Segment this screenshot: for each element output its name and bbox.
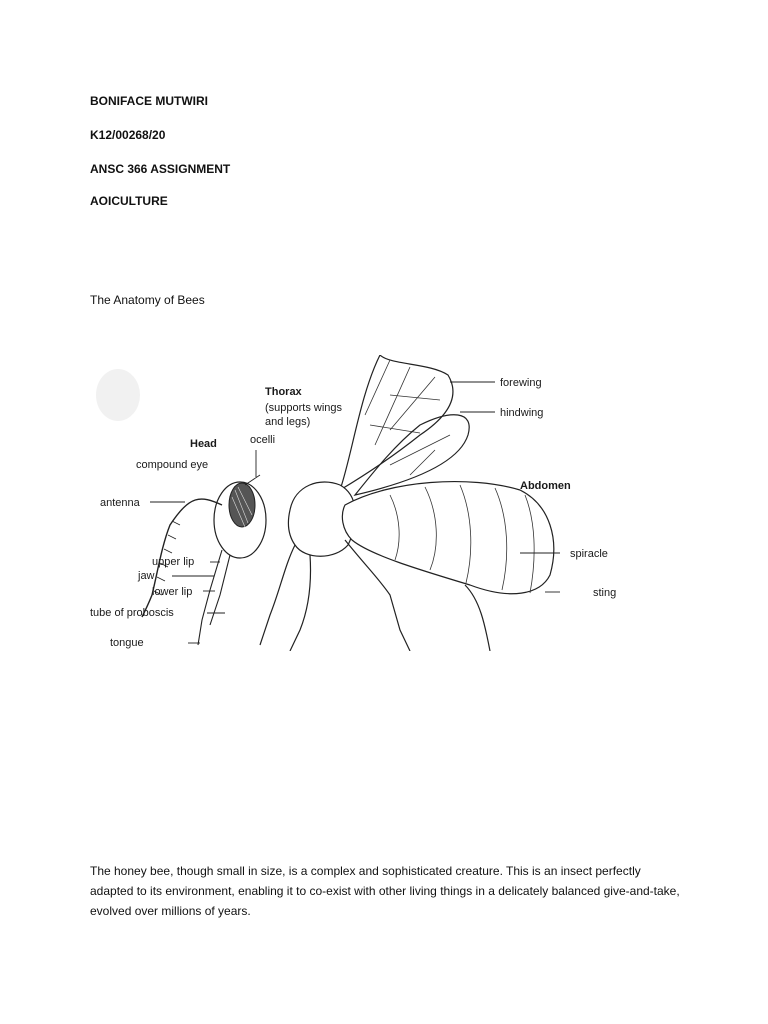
bee-anatomy-diagram [90,355,650,651]
label-antenna: antenna [100,497,140,509]
body-paragraph: The honey bee, though small in size, is a complex and sophisticated creature. This is an insect perfectly adapted to its environment, enabling it to co-exist with other living things in a delicately balanced give-and-take, evolved over millions of years. [90,864,680,918]
bee-illustration [90,355,650,651]
hind-leg-shape [465,585,490,651]
label-thorax-note-1: (supports wings [265,402,343,414]
registration-number: K12/00268/20 [90,128,166,142]
label-jaw: jaw [138,570,155,582]
label-sting: sting [593,587,617,599]
label-thorax: Thorax [265,386,302,398]
label-upper-lip: upper lip [152,556,195,568]
label-compound-eye: compound eye [136,459,209,471]
assignment-title: ANSC 366 ASSIGNMENT [90,162,231,176]
label-spiracle: spiracle [570,548,608,560]
label-lower-lip: lower lip [152,586,193,598]
mouthparts-shape [198,550,230,645]
scan-smudge [96,369,140,421]
label-ocelli: ocelli [250,434,276,446]
abdomen-shape [342,482,553,594]
hindwing-veins [390,435,450,475]
label-abdomen: Abdomen [520,480,571,492]
label-tongue: tongue [110,637,144,649]
label-thorax-note-2: and legs) [265,416,311,428]
label-forewing: forewing [500,377,542,389]
label-head: Head [190,438,217,450]
subject-title: AOICULTURE [90,194,168,208]
student-name: BONIFACE MUTWIRI [90,94,208,108]
label-hindwing: hindwing [500,407,544,419]
section-heading: The Anatomy of Bees [90,293,205,307]
forewing-veins [365,360,440,445]
label-tube-of-proboscis: tube of proboscis [90,607,174,619]
